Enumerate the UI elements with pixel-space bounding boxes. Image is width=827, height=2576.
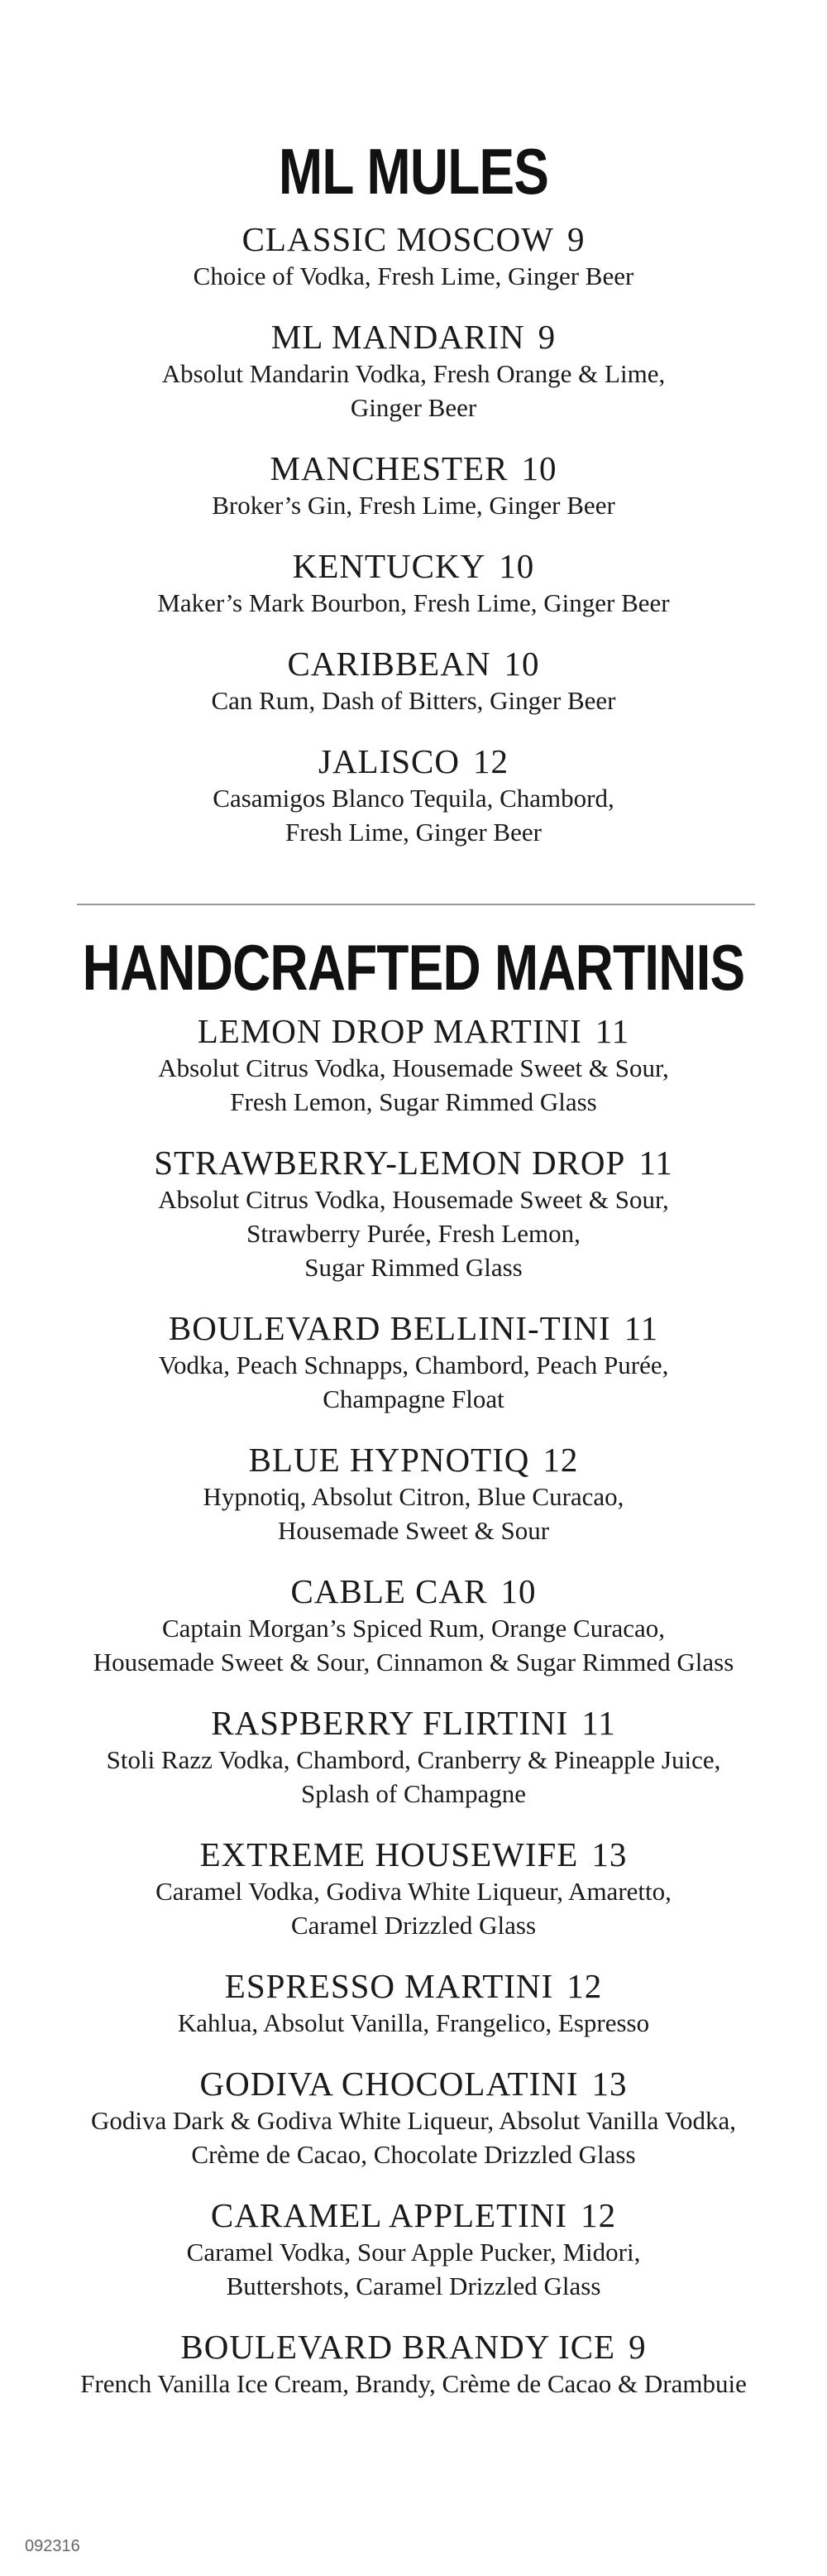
- menu-item: [0, 1835, 827, 1942]
- menu-item-price: 9: [566, 220, 586, 258]
- menu-item: [0, 2195, 827, 2303]
- menu-item-price: 12: [543, 1441, 579, 1479]
- menu-item-name: GODIVA CHOCOLATINI: [199, 2065, 579, 2103]
- menu-item-heading: [0, 1440, 827, 1480]
- menu-item-description: Ginger Beer: [350, 393, 477, 422]
- menu-item-name: LEMON DROP MARTINI: [197, 1012, 582, 1050]
- menu-item-description: Caramel Vodka, Sour Apple Pucker, Midori,: [186, 2238, 641, 2267]
- menu-item-description: Sugar Rimmed Glass: [304, 1253, 523, 1282]
- menu-item-heading: [0, 2327, 827, 2367]
- menu-item: [0, 1440, 827, 1547]
- menu-item-price: 10: [504, 645, 540, 683]
- menu-item: [0, 1571, 827, 1679]
- menu-item: [0, 1966, 827, 2040]
- menu-item-price: 12: [566, 1967, 603, 2005]
- menu-item-name: STRAWBERRY-LEMON DROP: [154, 1144, 626, 1182]
- menu-item-price: 9: [629, 2328, 647, 2366]
- menu-item-heading: [0, 1703, 827, 1743]
- menu-item-name: CLASSIC MOSCOW: [241, 220, 554, 258]
- menu-item-name: CABLE CAR: [290, 1572, 488, 1610]
- menu-item-heading: [0, 2064, 827, 2103]
- menu-item-description: Housemade Sweet & Sour: [277, 1516, 550, 1545]
- menu-item-name: RASPBERRY FLIRTINI: [211, 1704, 569, 1742]
- menu-item-heading: [0, 219, 827, 259]
- menu-item-description: Splash of Champagne: [300, 1779, 527, 1808]
- section-divider: [77, 904, 755, 905]
- menu-item-heading: [0, 2195, 827, 2235]
- menu-item-description: Champagne Float: [323, 1384, 504, 1413]
- menu-item: [0, 1308, 827, 1416]
- menu-item-description: Can Rum, Dash of Bitters, Ginger Beer: [211, 686, 616, 715]
- menu-item: [0, 2327, 827, 2401]
- menu-item-name: CARAMEL APPLETINI: [210, 2196, 568, 2234]
- menu-item-price: 12: [473, 742, 509, 780]
- menu-item-price: 10: [499, 547, 535, 585]
- menu-item-price: 10: [500, 1572, 537, 1610]
- menu-item-description: Caramel Drizzled Glass: [290, 1911, 537, 1940]
- menu-item-heading: [0, 1143, 827, 1182]
- menu-item-heading: [0, 644, 827, 684]
- menu-item-description: Absolut Citrus Vodka, Housemade Sweet & Sour,: [158, 1053, 669, 1082]
- menu-item-heading: [0, 1835, 827, 1874]
- menu-item-name: BOULEVARD BRANDY ICE: [180, 2328, 616, 2366]
- menu-item-description: Absolut Mandarin Vodka, Fresh Orange & Lime,: [161, 359, 666, 388]
- menu-item-description: Fresh Lime, Ginger Beer: [285, 818, 542, 847]
- menu-item-name: MANCHESTER: [270, 449, 509, 487]
- martinis-list: [0, 1011, 827, 2425]
- section-title-martinis: HANDCRAFTED MARTINIS: [82, 931, 745, 1004]
- menu-item-heading: [0, 741, 827, 781]
- menu-item-description: Vodka, Peach Schnapps, Chambord, Peach Purée,: [158, 1350, 669, 1379]
- menu-item: [0, 2064, 827, 2171]
- menu-item-description: Strawberry Purée, Fresh Lemon,: [246, 1219, 581, 1248]
- menu-item-name: EXTREME HOUSEWIFE: [199, 1835, 579, 1873]
- menu-item-description: Hypnotiq, Absolut Citron, Blue Curacao,: [203, 1482, 624, 1511]
- menu-item-description: Buttershots, Caramel Drizzled Glass: [226, 2271, 601, 2300]
- menu-item-name: BLUE HYPNOTIQ: [248, 1441, 530, 1479]
- menu-item-heading: [0, 1966, 827, 2006]
- menu-item-heading: [0, 546, 827, 586]
- menu-item: [0, 1703, 827, 1811]
- menu-item-description: Housemade Sweet & Sour, Cinnamon & Sugar Rimmed Glass: [93, 1648, 734, 1677]
- menu-item-price: 11: [595, 1012, 630, 1050]
- menu-item-description: Casamigos Blanco Tequila, Chambord,: [213, 784, 614, 813]
- menu-item: [0, 219, 827, 293]
- section-title-mules: ML MULES: [278, 135, 549, 208]
- menu-item-price: 11: [638, 1144, 673, 1182]
- menu-item-description: Maker’s Mark Bourbon, Fresh Lime, Ginger Beer: [157, 588, 670, 617]
- menu-item-name: CARIBBEAN: [287, 645, 491, 683]
- menu-item-description: Captain Morgan’s Spiced Rum, Orange Curacao,: [161, 1614, 666, 1643]
- menu-item: [0, 1143, 827, 1284]
- menu-item-heading: [0, 1011, 827, 1051]
- menu-item-name: KENTUCKY: [292, 547, 486, 585]
- menu-item-heading: [0, 1308, 827, 1348]
- menu-item: [0, 449, 827, 522]
- menu-item-description: Kahlua, Absolut Vanilla, Frangelico, Espresso: [177, 2008, 650, 2037]
- menu-item-name: BOULEVARD BELLINI-TINI: [168, 1309, 611, 1347]
- menu-item-price: 13: [591, 2065, 628, 2103]
- menu-item-description: Stoli Razz Vodka, Chambord, Cranberry & Pineapple Juice,: [106, 1745, 721, 1774]
- menu-item-description: Caramel Vodka, Godiva White Liqueur, Amaretto,: [155, 1877, 672, 1906]
- menu-item-description: Choice of Vodka, Fresh Lime, Ginger Beer: [193, 261, 634, 290]
- menu-item-heading: [0, 449, 827, 488]
- menu-item-heading: [0, 317, 827, 357]
- menu-item: [0, 741, 827, 849]
- footer-code: 092316: [25, 2537, 80, 2555]
- menu-item: [0, 1011, 827, 1119]
- menu-item-name: ESPRESSO MARTINI: [224, 1967, 554, 2005]
- menu-item: [0, 317, 827, 425]
- menu-item-price: 10: [521, 449, 557, 487]
- menu-item-description: French Vanilla Ice Cream, Brandy, Crème de Cacao & Drambuie: [80, 2369, 747, 2398]
- menu-item-price: 12: [581, 2196, 617, 2234]
- menu-item-price: 9: [538, 318, 557, 356]
- menu-item-price: 11: [581, 1704, 616, 1742]
- menu-item: [0, 546, 827, 620]
- menu-item-price: 13: [591, 1835, 628, 1873]
- menu-item-name: ML MANDARIN: [270, 318, 525, 356]
- menu-item-heading: [0, 1571, 827, 1611]
- menu-item-name: JALISCO: [318, 742, 461, 780]
- menu-item-description: Absolut Citrus Vodka, Housemade Sweet & Sour,: [158, 1185, 669, 1214]
- menu-item-price: 11: [624, 1309, 659, 1347]
- menu-item-description: Godiva Dark & Godiva White Liqueur, Absolut Vanilla Vodka,: [91, 2106, 736, 2135]
- menu-item: [0, 644, 827, 717]
- menu-item-description: Crème de Cacao, Chocolate Drizzled Glass: [191, 2140, 636, 2169]
- menu-item-description: Fresh Lemon, Sugar Rimmed Glass: [230, 1087, 597, 1116]
- mules-list: [0, 219, 827, 873]
- menu-item-description: Broker’s Gin, Fresh Lime, Ginger Beer: [212, 491, 615, 520]
